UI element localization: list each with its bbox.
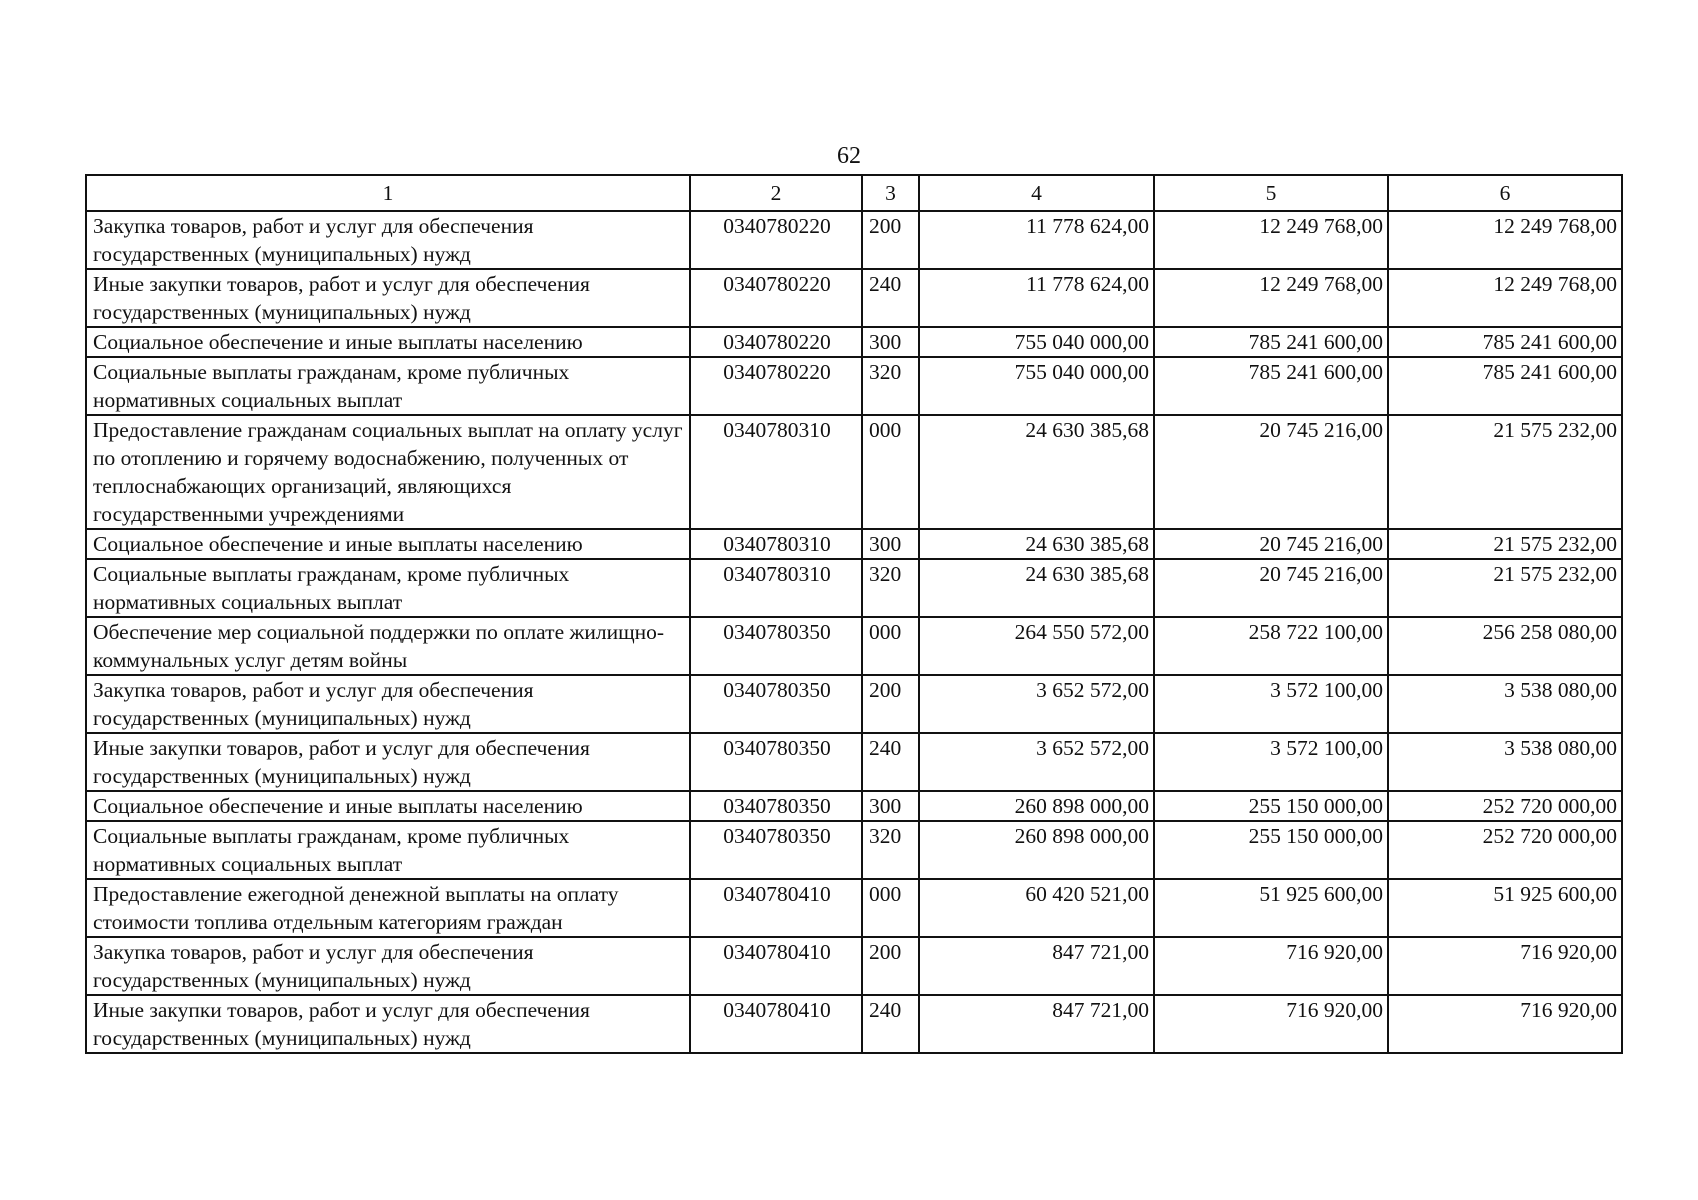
row-name-cell: Предоставление ежегодной денежной выплаты на оплату стоимости топлива отдельным категориям граждан <box>86 879 690 937</box>
row-name-cell: Закупка товаров, работ и услуг для обеспечения государственных (муниципальных) нужд <box>86 675 690 733</box>
row-name-cell: Закупка товаров, работ и услуг для обеспечения государственных (муниципальных) нужд <box>86 211 690 269</box>
table-row <box>86 617 1622 675</box>
row-value-col4-cell: 24 630 385,68 <box>919 529 1154 559</box>
row-expense-type-cell: 320 <box>862 559 919 617</box>
row-code-cell: 0340780310 <box>690 415 862 529</box>
row-value-col4-cell: 755 040 000,00 <box>919 357 1154 415</box>
row-code-cell: 0340780220 <box>690 269 862 327</box>
row-expense-type-cell: 300 <box>862 791 919 821</box>
row-value-col5-cell: 258 722 100,00 <box>1154 617 1388 675</box>
row-value-col6-cell: 785 241 600,00 <box>1388 357 1622 415</box>
row-value-col6-cell: 12 249 768,00 <box>1388 269 1622 327</box>
row-value-col4-cell: 24 630 385,68 <box>919 415 1154 529</box>
row-code-cell: 0340780350 <box>690 791 862 821</box>
table-row <box>86 415 1622 529</box>
row-value-col5-cell: 716 920,00 <box>1154 937 1388 995</box>
row-expense-type-cell: 240 <box>862 733 919 791</box>
row-name-cell: Иные закупки товаров, работ и услуг для обеспечения государственных (муниципальных) нужд <box>86 733 690 791</box>
row-value-col5-cell: 3 572 100,00 <box>1154 675 1388 733</box>
row-value-col5-cell: 255 150 000,00 <box>1154 791 1388 821</box>
row-expense-type-cell: 200 <box>862 211 919 269</box>
row-name-cell: Обеспечение мер социальной поддержки по оплате жилищно-коммунальных услуг детям войны <box>86 617 690 675</box>
table-row <box>86 821 1622 879</box>
table-row <box>86 327 1622 357</box>
row-value-col6-cell: 256 258 080,00 <box>1388 617 1622 675</box>
row-code-cell: 0340780410 <box>690 879 862 937</box>
row-value-col6-cell: 51 925 600,00 <box>1388 879 1622 937</box>
row-value-col5-cell: 12 249 768,00 <box>1154 269 1388 327</box>
row-name-cell: Предоставление гражданам социальных выплат на оплату услуг по отоплению и горячему водоснабжению, полученных от теплоснабжающих организаций, являющихся государственными учреждениями <box>86 415 690 529</box>
table-row <box>86 211 1622 269</box>
row-value-col6-cell: 21 575 232,00 <box>1388 559 1622 617</box>
table-row <box>86 529 1622 559</box>
row-value-col4-cell: 260 898 000,00 <box>919 821 1154 879</box>
row-code-cell: 0340780350 <box>690 675 862 733</box>
row-value-col4-cell: 264 550 572,00 <box>919 617 1154 675</box>
row-value-col4-cell: 11 778 624,00 <box>919 211 1154 269</box>
row-value-col6-cell: 3 538 080,00 <box>1388 675 1622 733</box>
row-expense-type-cell: 320 <box>862 821 919 879</box>
row-expense-type-cell: 300 <box>862 327 919 357</box>
row-value-col4-cell: 24 630 385,68 <box>919 559 1154 617</box>
row-value-col4-cell: 3 652 572,00 <box>919 675 1154 733</box>
row-name-cell: Иные закупки товаров, работ и услуг для обеспечения государственных (муниципальных) нужд <box>86 269 690 327</box>
table-row <box>86 879 1622 937</box>
column-header-6: 6 <box>1388 175 1622 211</box>
row-expense-type-cell: 200 <box>862 675 919 733</box>
budget-table <box>85 174 1623 1054</box>
row-code-cell: 0340780410 <box>690 937 862 995</box>
column-header-5: 5 <box>1154 175 1388 211</box>
row-expense-type-cell: 300 <box>862 529 919 559</box>
row-value-col6-cell: 716 920,00 <box>1388 937 1622 995</box>
row-expense-type-cell: 000 <box>862 879 919 937</box>
row-expense-type-cell: 320 <box>862 357 919 415</box>
row-name-cell: Социальное обеспечение и иные выплаты населению <box>86 791 690 821</box>
row-code-cell: 0340780310 <box>690 559 862 617</box>
row-code-cell: 0340780350 <box>690 733 862 791</box>
column-header-4: 4 <box>919 175 1154 211</box>
table-row <box>86 791 1622 821</box>
table-row <box>86 995 1622 1053</box>
row-value-col5-cell: 3 572 100,00 <box>1154 733 1388 791</box>
table-body <box>86 211 1622 1053</box>
table-header-row <box>86 175 1622 211</box>
table-row <box>86 269 1622 327</box>
row-name-cell: Социальное обеспечение и иные выплаты населению <box>86 327 690 357</box>
row-expense-type-cell: 000 <box>862 617 919 675</box>
row-value-col6-cell: 252 720 000,00 <box>1388 791 1622 821</box>
row-value-col6-cell: 252 720 000,00 <box>1388 821 1622 879</box>
row-value-col6-cell: 716 920,00 <box>1388 995 1622 1053</box>
row-value-col4-cell: 260 898 000,00 <box>919 791 1154 821</box>
row-value-col5-cell: 20 745 216,00 <box>1154 529 1388 559</box>
row-expense-type-cell: 200 <box>862 937 919 995</box>
row-code-cell: 0340780350 <box>690 617 862 675</box>
row-value-col5-cell: 785 241 600,00 <box>1154 357 1388 415</box>
row-value-col5-cell: 785 241 600,00 <box>1154 327 1388 357</box>
row-code-cell: 0340780220 <box>690 327 862 357</box>
row-code-cell: 0340780410 <box>690 995 862 1053</box>
row-value-col4-cell: 11 778 624,00 <box>919 269 1154 327</box>
row-value-col4-cell: 60 420 521,00 <box>919 879 1154 937</box>
row-value-col6-cell: 12 249 768,00 <box>1388 211 1622 269</box>
row-value-col5-cell: 12 249 768,00 <box>1154 211 1388 269</box>
row-expense-type-cell: 000 <box>862 415 919 529</box>
row-name-cell: Социальное обеспечение и иные выплаты населению <box>86 529 690 559</box>
row-code-cell: 0340780220 <box>690 357 862 415</box>
row-name-cell: Социальные выплаты гражданам, кроме публичных нормативных социальных выплат <box>86 821 690 879</box>
table-row <box>86 559 1622 617</box>
row-value-col4-cell: 755 040 000,00 <box>919 327 1154 357</box>
row-code-cell: 0340780350 <box>690 821 862 879</box>
column-header-1: 1 <box>86 175 690 211</box>
row-name-cell: Закупка товаров, работ и услуг для обеспечения государственных (муниципальных) нужд <box>86 937 690 995</box>
row-name-cell: Социальные выплаты гражданам, кроме публичных нормативных социальных выплат <box>86 559 690 617</box>
row-value-col5-cell: 20 745 216,00 <box>1154 415 1388 529</box>
row-value-col4-cell: 847 721,00 <box>919 995 1154 1053</box>
row-name-cell: Социальные выплаты гражданам, кроме публичных нормативных социальных выплат <box>86 357 690 415</box>
table-row <box>86 937 1622 995</box>
column-header-3: 3 <box>862 175 919 211</box>
row-code-cell: 0340780220 <box>690 211 862 269</box>
row-value-col6-cell: 785 241 600,00 <box>1388 327 1622 357</box>
row-value-col6-cell: 3 538 080,00 <box>1388 733 1622 791</box>
row-expense-type-cell: 240 <box>862 269 919 327</box>
table-row <box>86 733 1622 791</box>
row-value-col6-cell: 21 575 232,00 <box>1388 415 1622 529</box>
table-row <box>86 675 1622 733</box>
row-value-col5-cell: 255 150 000,00 <box>1154 821 1388 879</box>
row-value-col4-cell: 3 652 572,00 <box>919 733 1154 791</box>
row-value-col5-cell: 716 920,00 <box>1154 995 1388 1053</box>
column-header-2: 2 <box>690 175 862 211</box>
row-value-col4-cell: 847 721,00 <box>919 937 1154 995</box>
page-number: 62 <box>837 143 861 169</box>
row-name-cell: Иные закупки товаров, работ и услуг для обеспечения государственных (муниципальных) нужд <box>86 995 690 1053</box>
row-value-col5-cell: 20 745 216,00 <box>1154 559 1388 617</box>
table-row <box>86 357 1622 415</box>
row-expense-type-cell: 240 <box>862 995 919 1053</box>
row-code-cell: 0340780310 <box>690 529 862 559</box>
row-value-col5-cell: 51 925 600,00 <box>1154 879 1388 937</box>
row-value-col6-cell: 21 575 232,00 <box>1388 529 1622 559</box>
